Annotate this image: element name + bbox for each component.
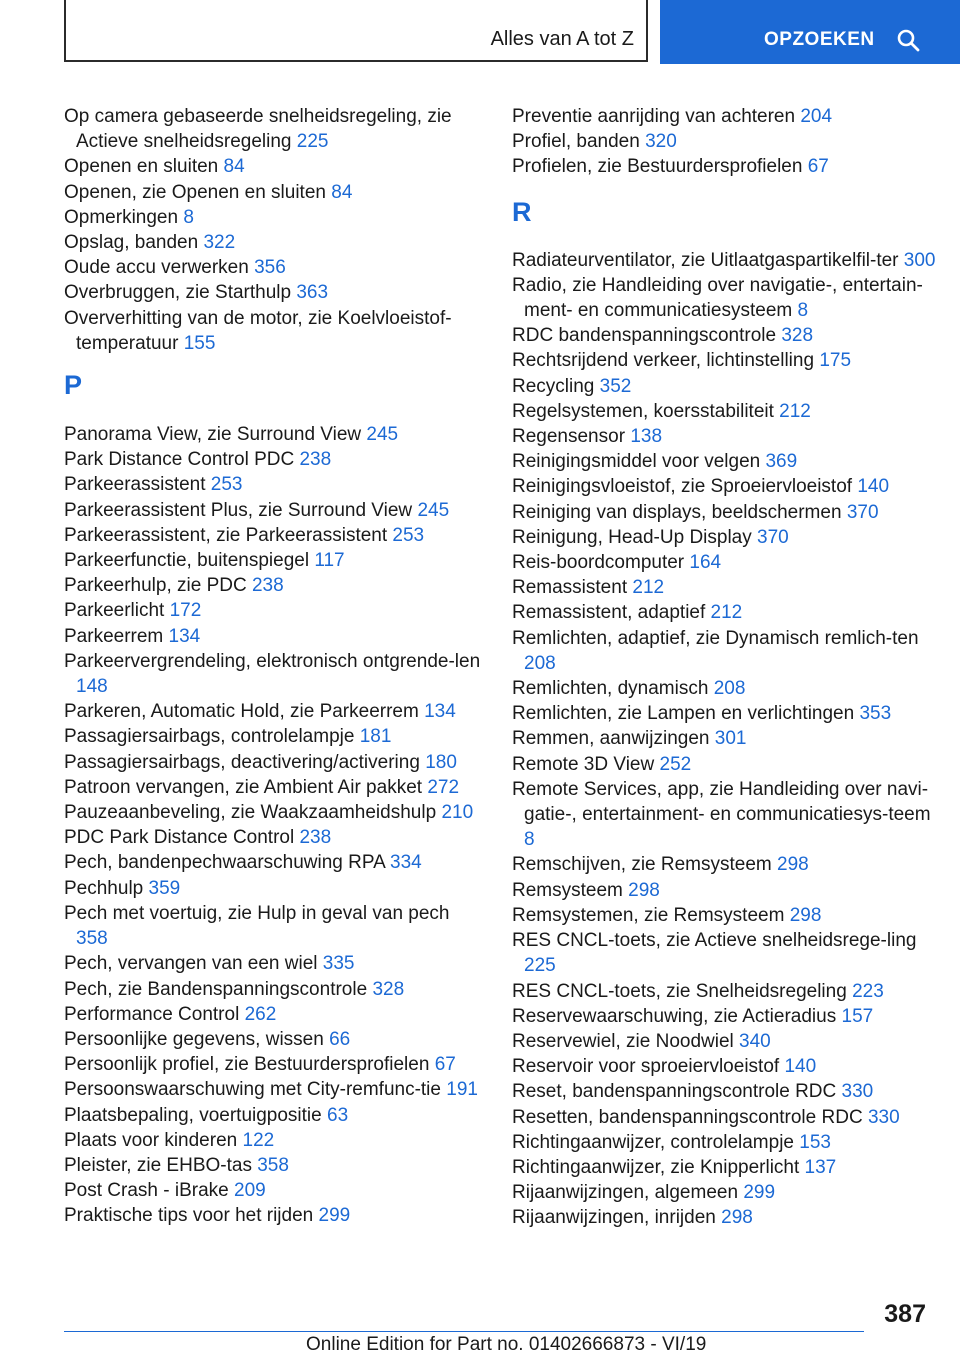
index-entry <box>512 928 942 978</box>
index-entry-text: RES CNCL-toets, zie Snelheidsregeling <box>512 980 847 1002</box>
page-link[interactable]: 63 <box>327 1104 349 1126</box>
page-link[interactable]: 84 <box>223 156 245 178</box>
index-entry-text: PDC Park Distance Control <box>64 827 295 849</box>
index-entry <box>64 154 484 179</box>
index-entry-text: Pech met voertuig, zie Hulp in geval van pech <box>64 902 450 924</box>
page-link[interactable]: 298 <box>789 904 822 926</box>
index-entry-text: Parkeerfunctie, buitenspiegel <box>64 550 310 572</box>
index-entry <box>64 523 484 548</box>
index-entry-text: Persoonlijke gegevens, wissen <box>64 1028 324 1050</box>
page-link[interactable]: 117 <box>314 550 345 572</box>
page-link[interactable]: 8 <box>524 829 535 851</box>
tab-index-a-z[interactable] <box>64 0 648 62</box>
page-link[interactable]: 353 <box>859 703 892 725</box>
index-entry-text: Panorama View, zie Surround View <box>64 424 362 446</box>
index-entry-text: Pech, zie Bandenspanningscontrole <box>64 978 368 1000</box>
index-entry <box>64 104 484 154</box>
index-entry-text: Richtingaanwijzer, zie Knipperlicht <box>512 1156 800 1178</box>
index-entry <box>512 752 942 777</box>
index-entry <box>512 1054 942 1079</box>
index-entry <box>64 447 484 472</box>
index-entry-text: Post Crash - iBrake <box>64 1180 229 1202</box>
index-entry <box>64 649 484 699</box>
section-letter: R <box>512 196 532 227</box>
index-entry-text: Passagiersairbags, deactivering/activering <box>64 751 420 773</box>
page-link[interactable]: 328 <box>781 325 814 347</box>
index-entry <box>64 280 484 305</box>
index-entry <box>64 624 484 649</box>
index-entry <box>512 575 942 600</box>
index-entry <box>512 248 942 273</box>
index-entry <box>64 598 484 623</box>
index-entry <box>64 1178 484 1203</box>
index-entry-text: Pleister, zie EHBO-tas <box>64 1154 252 1176</box>
index-entry <box>64 951 484 976</box>
index-entry <box>512 348 942 373</box>
index-entry-text: Opslag, banden <box>64 232 199 254</box>
index-entry <box>64 850 484 875</box>
index-entry <box>512 104 942 129</box>
page-link[interactable]: 300 <box>903 249 936 271</box>
page-link[interactable]: 330 <box>867 1106 900 1128</box>
page-link[interactable]: 137 <box>804 1156 837 1178</box>
index-entry-text: Remote Services, app, zie Handleiding over navi-gatie-, entertainment- en communicatiesys-teem <box>512 778 931 826</box>
index-entry-text: Persoonlijk profiel, zie Bestuurdersprofielen <box>64 1054 430 1076</box>
page-link[interactable]: 340 <box>739 1030 771 1052</box>
page-link[interactable]: 134 <box>424 701 456 723</box>
index-entry-text: Reservewaarschuwing, zie Actieradius <box>512 1005 837 1027</box>
page-link[interactable]: 212 <box>779 400 811 422</box>
index-entry-text: Op camera gebaseerde snelheidsregeling, zie Actieve snelheidsregeling <box>64 106 452 153</box>
index-entry-text: Regelsystemen, koersstabiliteit <box>512 400 774 422</box>
index-entry <box>512 323 942 348</box>
index-entry-text: Parkeervergrendeling, elektronisch ontgrende-len <box>64 650 481 672</box>
page-link[interactable]: 122 <box>242 1129 275 1151</box>
index-entry <box>512 903 942 928</box>
index-entry <box>64 255 484 280</box>
index-entry <box>64 205 484 230</box>
page-link[interactable]: 299 <box>743 1182 776 1204</box>
index-entry-text: Performance Control <box>64 1003 240 1025</box>
page-link[interactable]: 363 <box>296 282 329 304</box>
index-entry-text: RDC bandenspanningscontrole <box>512 325 777 347</box>
index-entry-text: Openen en sluiten <box>64 156 219 178</box>
index-entry <box>64 498 484 523</box>
page-link[interactable]: 238 <box>251 575 284 597</box>
page-link[interactable]: 66 <box>329 1028 351 1050</box>
page-link[interactable]: 175 <box>819 350 852 372</box>
index-entry <box>512 399 942 424</box>
index-entry-text: Park Distance Control PDC <box>64 449 295 471</box>
index-entry-text: Preventie aanrijding van achteren <box>512 106 796 127</box>
index-entry <box>64 548 484 573</box>
index-entry-text: Patroon vervangen, zie Ambient Air pakket <box>64 776 423 798</box>
page-link[interactable]: 225 <box>296 131 329 153</box>
index-entry <box>512 1105 942 1130</box>
index-entry-text: Profielen, zie Bestuurdersprofielen <box>512 156 803 178</box>
index-entry-text: Parkeerassistent <box>64 474 206 496</box>
index-entry-text: Persoonswaarschuwing met City-remfunc-tie <box>64 1079 441 1101</box>
index-entry-text: Overbruggen, zie Starthulp <box>64 282 292 304</box>
index-column-right <box>512 104 942 1231</box>
index-entry-text: Richtingaanwijzer, controlelampje <box>512 1131 794 1153</box>
index-entry-text: Reinigung, Head-Up Display <box>512 526 752 548</box>
index-entry-text: Oververhitting van de motor, zie Koelvloeistof-temperatuur <box>64 307 452 354</box>
page-link[interactable]: 359 <box>148 877 181 899</box>
index-entry-text: Profiel, banden <box>512 131 640 153</box>
index-entry-text: Radio, zie Handleiding over navigatie-, entertain-ment- en communicatiesysteem <box>512 274 923 322</box>
search-button[interactable] <box>660 0 960 64</box>
page-link[interactable]: 253 <box>392 524 425 546</box>
index-entry <box>512 273 942 323</box>
page-link[interactable]: 153 <box>799 1131 831 1153</box>
index-entry <box>512 374 942 399</box>
page-link[interactable]: 209 <box>234 1180 266 1202</box>
page-link[interactable]: 238 <box>299 449 332 471</box>
index-entry <box>512 979 942 1004</box>
page-link[interactable]: 67 <box>434 1054 456 1076</box>
index-entry <box>64 1052 484 1077</box>
page-link[interactable]: 245 <box>366 424 399 446</box>
index-entry <box>512 474 942 499</box>
index-entry <box>64 422 484 447</box>
page-link[interactable]: 301 <box>714 728 747 750</box>
page-link[interactable]: 330 <box>841 1081 874 1103</box>
index-entry-text: Remsysteem <box>512 879 623 901</box>
page-link[interactable]: 208 <box>713 678 746 700</box>
index-entry-text: Praktische tips voor het rijden <box>64 1205 314 1227</box>
page-link[interactable]: 67 <box>807 156 829 178</box>
index-entry <box>512 600 942 625</box>
index-entry-text: Pech, bandenpechwaarschuwing RPA <box>64 852 385 874</box>
index-entry <box>512 701 942 726</box>
page-link[interactable]: 138 <box>630 426 663 448</box>
index-entry-text: Recycling <box>512 375 595 397</box>
index-entry-text: Parkeerassistent, zie Parkeerassistent <box>64 524 388 546</box>
index-entry-text: Parkeerlicht <box>64 600 165 622</box>
page-link[interactable]: 320 <box>645 131 677 153</box>
index-entry-text: Opmerkingen <box>64 206 179 228</box>
index-entry-text: Reservewiel, zie Noodwiel <box>512 1030 734 1052</box>
index-entry <box>512 500 942 525</box>
index-entry-text: Passagiersairbags, controlelampje <box>64 726 355 748</box>
page-link[interactable]: 181 <box>359 726 392 748</box>
index-entry-text: Remsystemen, zie Remsysteem <box>512 904 785 926</box>
page-link[interactable]: 84 <box>331 181 353 203</box>
page-link[interactable]: 191 <box>446 1079 478 1101</box>
index-entry-text: Pauzeaanbeveling, zie Waakzaamheidshulp <box>64 802 437 824</box>
page-link[interactable]: 352 <box>599 375 632 397</box>
index-entry-text: Reis-boordcomputer <box>512 552 685 574</box>
page-link[interactable]: 225 <box>524 955 556 977</box>
index-entry-text: RES CNCL-toets, zie Actieve snelheidsrege-ling <box>512 930 917 952</box>
index-entry <box>512 424 942 449</box>
index-entry-text: Rechtsrijdend verkeer, lichtinstelling <box>512 350 815 372</box>
index-entry-text: Rijaanwijzingen, algemeen <box>512 1182 739 1204</box>
index-entry-text: Reservoir voor sproeiervloeistof <box>512 1056 780 1078</box>
index-entry-text: Reinigingsmiddel voor velgen <box>512 451 761 473</box>
page-link[interactable]: 370 <box>846 501 879 523</box>
page-link[interactable]: 272 <box>427 776 460 798</box>
page-link[interactable]: 322 <box>203 232 236 254</box>
page-link[interactable]: 140 <box>857 476 890 498</box>
index-entry <box>512 525 942 550</box>
index-entry <box>512 1004 942 1029</box>
index-column-left <box>64 104 484 1229</box>
page-link[interactable]: 204 <box>800 106 833 127</box>
page-link[interactable]: 180 <box>425 751 457 773</box>
index-entry-text: Plaats voor kinderen <box>64 1129 238 1151</box>
page-link[interactable]: 140 <box>784 1056 817 1078</box>
index-entry-text: Remlichten, dynamisch <box>512 678 709 700</box>
page-link[interactable]: 8 <box>183 206 194 228</box>
index-entry <box>64 1153 484 1178</box>
footer-edition: Online Edition for Part no. 01402666873 - VI/19 <box>306 1334 707 1355</box>
index-entry <box>64 306 484 356</box>
page-link[interactable]: 358 <box>76 928 108 950</box>
index-entry-text: Parkeerassistent Plus, zie Surround View <box>64 499 413 521</box>
index-entry <box>64 573 484 598</box>
page-link[interactable]: 253 <box>210 474 243 496</box>
page-link[interactable]: 299 <box>318 1205 351 1227</box>
index-entry <box>512 726 942 751</box>
index-entry <box>64 1103 484 1128</box>
index-entry <box>512 449 942 474</box>
index-entry <box>64 1203 484 1228</box>
index-entry <box>512 1079 942 1104</box>
index-entry-text: Reset, bandenspanningscontrole RDC <box>512 1081 837 1103</box>
index-entry <box>512 129 942 154</box>
page-link[interactable]: 212 <box>632 577 665 599</box>
index-entry <box>512 1180 942 1205</box>
index-entry-text: Remschijven, zie Remsysteem <box>512 854 772 876</box>
page-link[interactable]: 370 <box>757 526 789 548</box>
index-entry <box>512 777 942 853</box>
index-entry <box>64 472 484 497</box>
index-entry <box>64 1002 484 1027</box>
index-entry-text: Resetten, bandenspanningscontrole RDC <box>512 1106 863 1128</box>
index-entry <box>64 825 484 850</box>
index-entry-text: Pech, vervangen van een wiel <box>64 953 318 975</box>
page-link[interactable]: 157 <box>841 1005 874 1027</box>
page-link[interactable]: 172 <box>169 600 202 622</box>
index-entry <box>64 977 484 1002</box>
page-link[interactable]: 8 <box>797 300 809 322</box>
page-link[interactable]: 262 <box>244 1003 277 1025</box>
index-entry-text: Parkeren, Automatic Hold, zie Parkeerrem <box>64 701 419 723</box>
index-entry <box>512 1130 942 1155</box>
page-link[interactable]: 252 <box>659 753 692 775</box>
index-entry <box>512 626 942 676</box>
index-entry <box>64 724 484 749</box>
page-link[interactable]: 164 <box>689 552 722 574</box>
page-link[interactable]: 335 <box>322 953 355 975</box>
search-button-label: OPZOEKEN <box>764 29 875 50</box>
index-entry <box>512 878 942 903</box>
index-entry-text: Remote 3D View <box>512 753 655 775</box>
index-entry <box>64 876 484 901</box>
index-entry-text: Oude accu verwerken <box>64 257 249 279</box>
index-entry-text: Remassistent, adaptief <box>512 602 706 624</box>
page-link[interactable]: 212 <box>710 602 743 624</box>
index-entry <box>512 550 942 575</box>
index-entry <box>64 180 484 205</box>
index-entry-text: Reiniging van displays, beeldschermen <box>512 501 842 523</box>
page-link[interactable]: 298 <box>777 854 809 876</box>
index-entry-text: Pechhulp <box>64 877 144 899</box>
page-link[interactable]: 155 <box>183 332 216 354</box>
index-entry <box>64 775 484 800</box>
section-letter: P <box>64 370 83 401</box>
index-entry-text: Rijaanwijzingen, inrijden <box>512 1207 716 1229</box>
index-entry <box>64 1027 484 1052</box>
page-link[interactable]: 223 <box>852 980 884 1002</box>
page-link[interactable]: 328 <box>372 978 405 1000</box>
index-entry <box>64 230 484 255</box>
index-entry <box>512 154 942 179</box>
page-link[interactable]: 238 <box>299 827 332 849</box>
index-entry <box>64 1077 484 1102</box>
index-entry <box>512 676 942 701</box>
page-link[interactable]: 134 <box>168 625 201 647</box>
footer-divider <box>64 1331 864 1332</box>
page-link[interactable]: 245 <box>417 499 450 521</box>
index-entry-text: Remassistent <box>512 577 628 599</box>
index-entry <box>512 1205 942 1230</box>
index-entry-text: Reinigingsvloeistof, zie Sproeiervloeistof <box>512 476 853 498</box>
index-entry-text: Openen, zie Openen en sluiten <box>64 181 326 203</box>
page-link[interactable]: 210 <box>441 802 474 824</box>
page-number: 387 <box>884 1300 926 1328</box>
index-entry-text: Plaatsbepaling, voertuigpositie <box>64 1104 322 1126</box>
index-entry-text: Remlichten, adaptief, zie Dynamisch remlich-ten <box>512 627 919 649</box>
page-link[interactable]: 356 <box>254 257 286 279</box>
search-icon <box>896 28 920 52</box>
page-link[interactable]: 298 <box>628 879 660 901</box>
index-entry <box>64 901 484 951</box>
index-entry-text: Parkeerrem <box>64 625 164 647</box>
index-entry <box>64 1128 484 1153</box>
index-entry <box>64 699 484 724</box>
page-link[interactable]: 334 <box>390 852 422 874</box>
index-entry <box>512 1029 942 1054</box>
index-entry-text: Radiateurventilator, zie Uitlaatgaspartikelfil-ter <box>512 249 899 271</box>
page-link[interactable]: 358 <box>257 1154 289 1176</box>
index-entry <box>512 852 942 877</box>
page-link[interactable]: 148 <box>76 676 108 698</box>
index-entry <box>64 800 484 825</box>
index-entry-text: Regensensor <box>512 426 626 448</box>
index-entry <box>64 750 484 775</box>
page-link[interactable]: 208 <box>524 652 556 674</box>
tab-index-label: Alles van A tot Z <box>490 28 634 50</box>
index-entry-text: Remmen, aanwijzingen <box>512 728 710 750</box>
page-link[interactable]: 298 <box>721 1207 753 1229</box>
index-entry <box>512 1155 942 1180</box>
index-entry-text: Remlichten, zie Lampen en verlichtingen <box>512 703 855 725</box>
index-entry-text: Parkeerhulp, zie PDC <box>64 575 247 597</box>
page-link[interactable]: 369 <box>765 451 798 473</box>
